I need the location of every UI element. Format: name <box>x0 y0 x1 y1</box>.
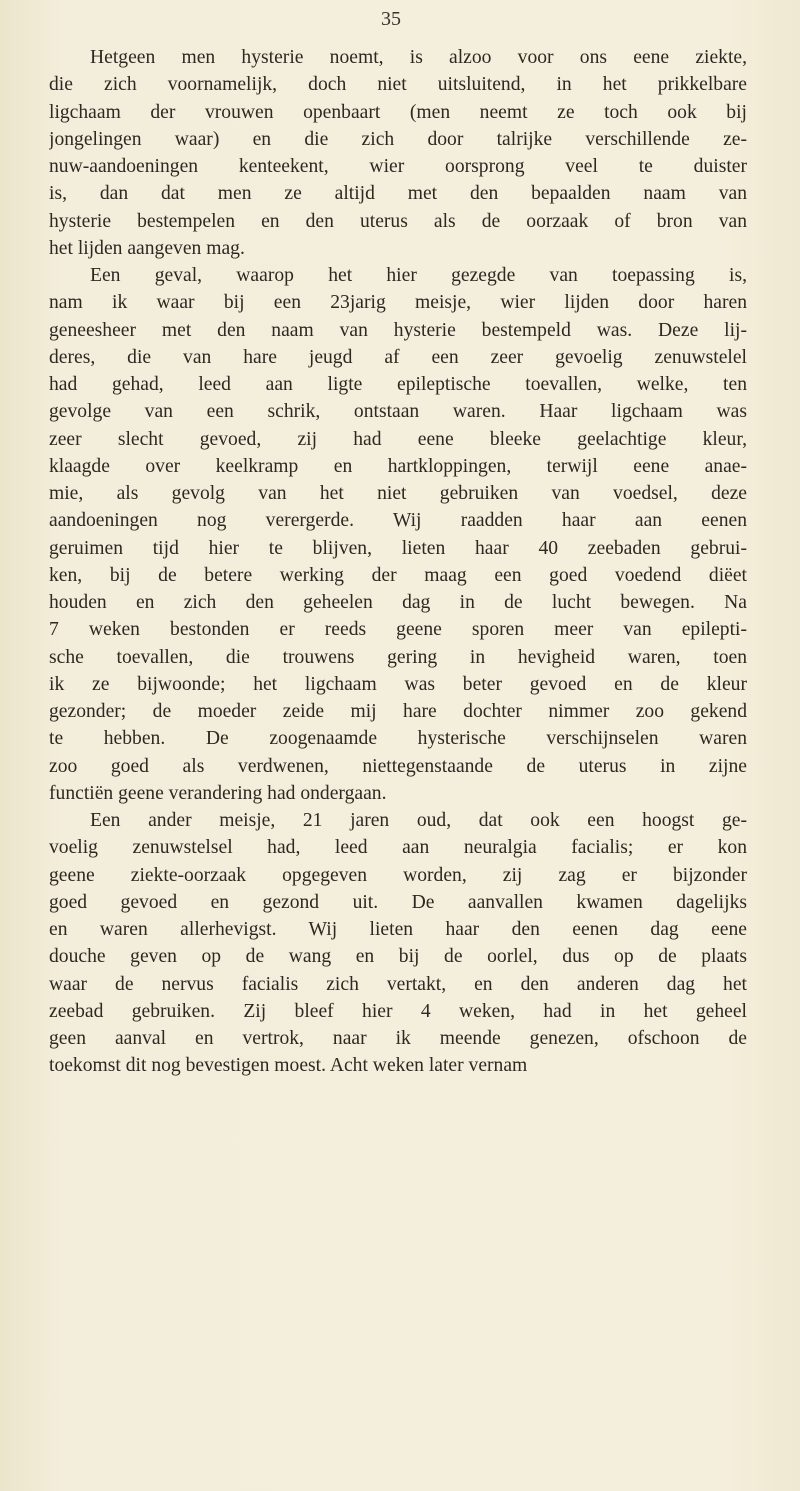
text-line: ik ze bijwoonde; het ligchaam was beter gevoed en de kleur <box>49 673 747 695</box>
text-line: waar de nervus facialis zich vertakt, en den anderen dag het <box>49 973 747 995</box>
text-line: nam ik waar bij een 23jarig meisje, wier lijden door haren <box>49 292 747 314</box>
text-line: geruimen tijd hier te blijven, lieten haar 40 zeebaden gebrui- <box>49 537 747 559</box>
paragraph <box>49 262 747 807</box>
paragraph <box>49 44 747 262</box>
text-line: douche geven op de wang en bij de oorlel, dus op de plaats <box>49 946 747 968</box>
paragraph <box>49 807 747 1080</box>
text-line: aandoeningen nog verergerde. Wij raadden haar aan eenen <box>49 510 747 532</box>
text-line: klaagde over keelkramp en hartkloppingen, terwijl eene anae- <box>49 455 747 477</box>
text-line: geneesheer met den naam van hysterie bestempeld was. Deze lij- <box>49 319 747 341</box>
text-line: is, dan dat men ze altijd met den bepaalden naam van <box>49 183 747 205</box>
text-line: 7 weken bestonden er reeds geene sporen meer van epilepti- <box>49 619 747 641</box>
text-line: functiën geene verandering had ondergaan. <box>49 782 387 804</box>
text-line: ligchaam der vrouwen openbaart (men neemt ze toch ook bij <box>49 101 747 123</box>
text-line: had gehad, leed aan ligte epileptische toevallen, welke, ten <box>49 374 747 395</box>
text-line: geene ziekte-oorzaak opgegeven worden, zij zag er bijzonder <box>49 864 747 886</box>
text-line: gevolge van een schrik, ontstaan waren. Haar ligchaam was <box>49 401 747 423</box>
text-line: zeer slecht gevoed, zij had eene bleeke geelachtige kleur, <box>49 428 747 450</box>
text-line: zeebad gebruiken. Zij bleef hier 4 weken, had in het geheel <box>49 1000 747 1022</box>
text-line: en waren allerhevigst. Wij lieten haar den eenen dag eene <box>49 919 747 940</box>
text-line: jongelingen waar) en die zich door talrijke verschillende ze- <box>49 128 747 150</box>
text-line: deres, die van hare jeugd af een zeer gevoelig zenuwstelel <box>49 346 747 368</box>
text-line: gezonder; de moeder zeide mij hare dochter nimmer zoo gekend <box>49 701 747 722</box>
text-line: voelig zenuwstelsel had, leed aan neuralgia facialis; er kon <box>49 837 747 859</box>
text-line: ken, bij de betere werking der maag een goed voedend diëet <box>49 564 747 586</box>
text-line: hysterie bestempelen en den uterus als de oorzaak of bron van <box>49 210 747 232</box>
text-line: Hetgeen men hysterie noemt, is alzoo voor ons eene ziekte, <box>90 47 747 68</box>
text-line: sche toevallen, die trouwens gering in hevigheid waren, toen <box>49 646 747 668</box>
text-line: houden en zich den geheelen dag in de lucht bewegen. Na <box>49 592 747 613</box>
text-line: zoo goed als verdwenen, niettegenstaande de uterus in zijne <box>49 755 747 777</box>
text-line: geen aanval en vertrok, naar ik meende genezen, ofschoon de <box>49 1028 747 1049</box>
text-line: Een ander meisje, 21 jaren oud, dat ook een hoogst ge- <box>90 810 747 831</box>
text-line: toekomst dit nog bevestigen moest. Acht weken later vernam <box>49 1055 528 1077</box>
text-line: het lijden aangeven mag. <box>49 237 245 259</box>
text-line: goed gevoed en gezond uit. De aanvallen kwamen dagelijks <box>49 891 747 913</box>
text-line: die zich voornamelijk, doch niet uitsluitend, in het prikkelbare <box>49 74 747 96</box>
page-number: 35 <box>381 8 401 30</box>
text-line: mie, als gevolg van het niet gebruiken van voedsel, deze <box>49 483 747 504</box>
text-line: Een geval, waarop het hier gezegde van toepassing is, <box>90 265 747 286</box>
body-text <box>49 44 747 1080</box>
text-line: te hebben. De zoogenaamde hysterische verschijnselen waren <box>49 728 747 750</box>
text-line: nuw-aandoeningen kenteekent, wier oorsprong veel te duister <box>49 156 747 177</box>
